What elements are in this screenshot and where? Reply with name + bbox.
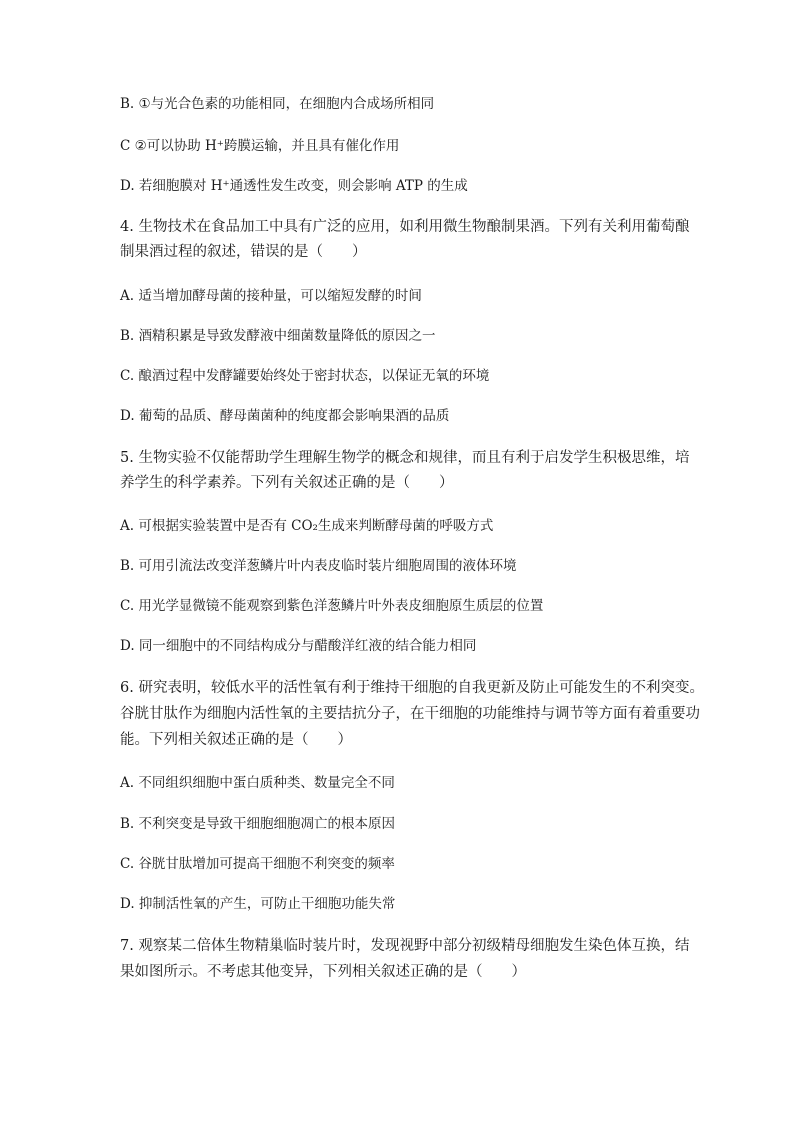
q6-stem-line2: 谷胱甘肽作为细胞内活性氧的主要拮抗分子，在干细胞的功能维持与调节等方面有着重要功 bbox=[120, 706, 700, 722]
q3-option-d: D. 若细胞膜对 H⁺通透性发生改变，则会影响 ATP 的生成 bbox=[120, 178, 468, 194]
q6-stem-line1: 6. 研究表明，较低水平的活性氧有利于维持干细胞的自我更新及防止可能发生的不利突变。 bbox=[120, 680, 704, 696]
q6-option-a: A. 不同组织细胞中蛋白质种类、数量完全不同 bbox=[120, 775, 395, 791]
q5-option-c: C. 用光学显微镜不能观察到紫色洋葱鳞片叶外表皮细胞原生质层的位置 bbox=[120, 598, 544, 614]
q5-option-b: B. 可用引流法改变洋葱鳞片叶内表皮临时装片细胞周围的液体环境 bbox=[120, 558, 517, 574]
q4-option-b: B. 酒精积累是导致发酵液中细菌数量降低的原因之一 bbox=[120, 328, 436, 344]
q4-stem-line1: 4. 生物技术在食品加工中具有广泛的应用，如利用微生物酿制果酒。下列有关利用葡萄酿 bbox=[120, 219, 690, 235]
q4-option-d: D. 葡萄的品质、酵母菌菌种的纯度都会影响果酒的品质 bbox=[120, 408, 450, 424]
q3-option-c: C ②可以协助 H⁺跨膜运输，并且具有催化作用 bbox=[120, 138, 400, 154]
q5-option-d: D. 同一细胞中的不同结构成分与醋酸洋红液的结合能力相同 bbox=[120, 638, 477, 654]
q7-stem-line1: 7. 观察某二倍体生物精巢临时装片时，发现视野中部分初级精母细胞发生染色体互换，结 bbox=[120, 938, 690, 954]
q5-option-a: A. 可根据实验装置中是否有 CO₂生成来判断酵母菌的呼吸方式 bbox=[120, 518, 494, 534]
q6-option-b: B. 不利突变是导致干细胞细胞凋亡的根本原因 bbox=[120, 816, 396, 832]
q6-option-c: C. 谷胱甘肽增加可提高干细胞不利突变的频率 bbox=[120, 856, 395, 872]
q4-option-c: C. 酿酒过程中发酵罐要始终处于密封状态，以保证无氧的环境 bbox=[120, 368, 490, 384]
q6-stem-line3: 能。下列相关叙述正确的是（ ） bbox=[120, 732, 352, 748]
q5-stem-line2: 养学生的科学素养。下列有关叙述正确的是（ ） bbox=[120, 475, 454, 491]
q3-option-b: B. ①与光合色素的功能相同，在细胞内合成场所相同 bbox=[120, 96, 435, 112]
q6-option-d: D. 抑制活性氧的产生，可防止干细胞功能失常 bbox=[120, 896, 396, 912]
q4-option-a: A. 适当增加酵母菌的接种量，可以缩短发酵的时间 bbox=[120, 288, 422, 304]
q4-stem-line2: 制果酒过程的叙述，错误的是（ ） bbox=[120, 244, 367, 260]
q7-stem-line2: 果如图所示。不考虑其他变异，下列相关叙述正确的是（ ） bbox=[120, 964, 526, 980]
q5-stem-line1: 5. 生物实验不仅能帮助学生理解生物学的概念和规律，而且有利于启发学生积极思维，培 bbox=[120, 450, 690, 466]
